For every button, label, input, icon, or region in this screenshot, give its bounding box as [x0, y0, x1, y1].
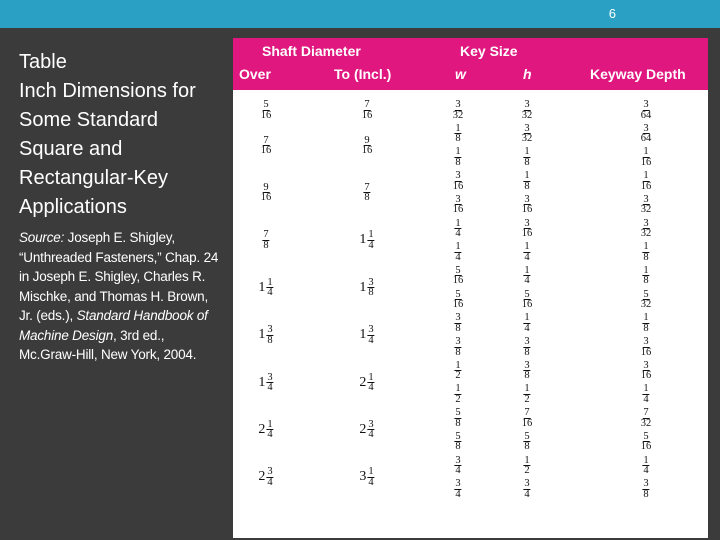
cell-w: $\frac{1}{2}$: [455, 359, 461, 382]
table-header: [233, 38, 708, 90]
cell-h: $\frac{1}{8}$: [524, 170, 530, 192]
cell-w: $\frac{5}{16}$: [452, 264, 464, 287]
header-over: Over: [239, 66, 271, 82]
cell-w: $\frac{3}{16}$: [452, 170, 464, 192]
cell-keyway-depth: $\frac{5}{16}$: [640, 430, 652, 453]
cell-keyway-depth: $\frac{3}{64}$: [640, 122, 652, 145]
top-accent-bar: [0, 0, 720, 28]
cell-over: $\frac{7}{16}$: [260, 134, 272, 157]
source-text: Joseph E. Shigley, “Unthreaded Fasteners,” Chap. 24 in Joseph E. Shigley, Charles R. Mischke, and Thomas H. Brown, Jr. (eds.),: [19, 230, 219, 323]
cell-over: 1 3 8: [258, 324, 273, 346]
cell-h: $\frac{3}{4}$: [524, 478, 530, 500]
header-key-size: Key Size: [460, 43, 518, 59]
header-to-incl: To (Incl.): [334, 66, 392, 82]
cell-w: $\frac{5}{8}$: [455, 407, 461, 429]
cell-w: $\frac{1}{4}$: [455, 217, 461, 239]
cell-w: $\frac{3}{4}$: [455, 478, 461, 500]
title-line-table: Table: [19, 51, 67, 73]
slide-number: 6: [608, 6, 616, 21]
cell-w: $\frac{1}{8}$: [455, 146, 461, 168]
source-citation: [19, 228, 224, 365]
cell-to-incl: 3 1 4: [359, 466, 374, 488]
cell-over: 2 3 4: [258, 466, 273, 488]
cell-w: $\frac{5}{8}$: [455, 430, 461, 453]
cell-h: $\frac{1}{4}$: [524, 241, 530, 263]
header-shaft-diameter: Shaft Diameter: [262, 43, 361, 59]
cell-w: $\frac{1}{8}$: [455, 122, 461, 145]
cell-w: $\frac{3}{8}$: [455, 312, 461, 334]
cell-h: $\frac{5}{16}$: [521, 288, 533, 311]
title-line-description: Inch Dimensions for Some Standard Square and Rectangular-Key Applications: [19, 80, 196, 218]
cell-h: $\frac{3}{32}$: [521, 122, 533, 145]
cell-keyway-depth: $\frac{7}{32}$: [640, 407, 652, 429]
cell-to-incl: $\frac{9}{16}$: [361, 134, 373, 157]
cell-over: 1 1 4: [258, 276, 273, 299]
slide-title: [19, 48, 224, 222]
cell-h: $\frac{5}{8}$: [524, 430, 530, 453]
cell-to-incl: $\frac{7}{16}$: [361, 99, 373, 121]
cell-keyway-depth: $\frac{1}{8}$: [643, 241, 649, 263]
slide-caption: [19, 48, 224, 365]
cell-h: $\frac{3}{32}$: [521, 99, 533, 121]
cell-keyway-depth: $\frac{3}{64}$: [640, 99, 652, 121]
cell-w: $\frac{5}{16}$: [452, 288, 464, 311]
cell-over: $\frac{7}{8}$: [263, 229, 269, 251]
cell-keyway-depth: $\frac{1}{16}$: [640, 146, 652, 168]
cell-h: $\frac{1}{8}$: [524, 146, 530, 168]
cell-w: $\frac{1}{2}$: [455, 383, 461, 405]
cell-over: $\frac{5}{16}$: [260, 99, 272, 121]
cell-w: $\frac{3}{8}$: [455, 336, 461, 358]
cell-h: $\frac{3}{16}$: [521, 217, 533, 239]
cell-to-incl: 1 3 8: [359, 276, 374, 299]
cell-keyway-depth: $\frac{1}{16}$: [640, 170, 652, 192]
cell-h: $\frac{1}{2}$: [524, 454, 530, 476]
cell-to-incl: 1 3 4: [359, 324, 374, 346]
cell-keyway-depth: $\frac{5}{32}$: [640, 288, 652, 311]
cell-h: $\frac{3}{16}$: [521, 193, 533, 216]
cell-h: $\frac{1}{4}$: [524, 312, 530, 334]
cell-keyway-depth: $\frac{1}{8}$: [643, 264, 649, 287]
cell-h: $\frac{7}{16}$: [521, 407, 533, 429]
cell-over: 2 1 4: [258, 418, 273, 441]
source-book-title: Standard Handbook of Machine Design: [19, 308, 208, 343]
cell-h: $\frac{1}{4}$: [524, 264, 530, 287]
source-label: Source:: [19, 230, 65, 245]
cell-keyway-depth: $\frac{1}{4}$: [643, 383, 649, 405]
header-keyway-depth: Keyway Depth: [590, 66, 686, 82]
header-h: h: [523, 66, 532, 82]
cell-keyway-depth: $\frac{3}{32}$: [640, 217, 652, 239]
header-w: w: [455, 66, 466, 82]
cell-w: $\frac{3}{4}$: [455, 454, 461, 476]
cell-h: $\frac{1}{2}$: [524, 383, 530, 405]
cell-over: 1 3 4: [258, 371, 273, 394]
cell-keyway-depth: $\frac{3}{8}$: [643, 478, 649, 500]
source-tail: , 3rd ed., Mc.Graw-Hill, New York, 2004.: [19, 327, 197, 362]
cell-keyway-depth: $\frac{3}{32}$: [640, 193, 652, 216]
cell-keyway-depth: $\frac{1}{8}$: [643, 312, 649, 334]
cell-w: $\frac{1}{4}$: [455, 241, 461, 263]
cell-to-incl: 1 1 4: [359, 229, 374, 251]
cell-to-incl: 2 1 4: [359, 371, 374, 394]
cell-h: $\frac{3}{8}$: [524, 336, 530, 358]
cell-keyway-depth: $\frac{3}{16}$: [640, 336, 652, 358]
cell-keyway-depth: $\frac{3}{16}$: [640, 359, 652, 382]
cell-over: $\frac{9}{16}$: [260, 181, 272, 204]
cell-to-incl: $\frac{7}{8}$: [364, 181, 370, 204]
cell-w: $\frac{3}{16}$: [452, 193, 464, 216]
cell-to-incl: 2 3 4: [359, 418, 374, 441]
cell-keyway-depth: $\frac{1}{4}$: [643, 454, 649, 476]
cell-h: $\frac{3}{8}$: [524, 359, 530, 382]
cell-w: $\frac{3}{32}$: [452, 99, 464, 121]
key-dimensions-table: [233, 38, 708, 538]
